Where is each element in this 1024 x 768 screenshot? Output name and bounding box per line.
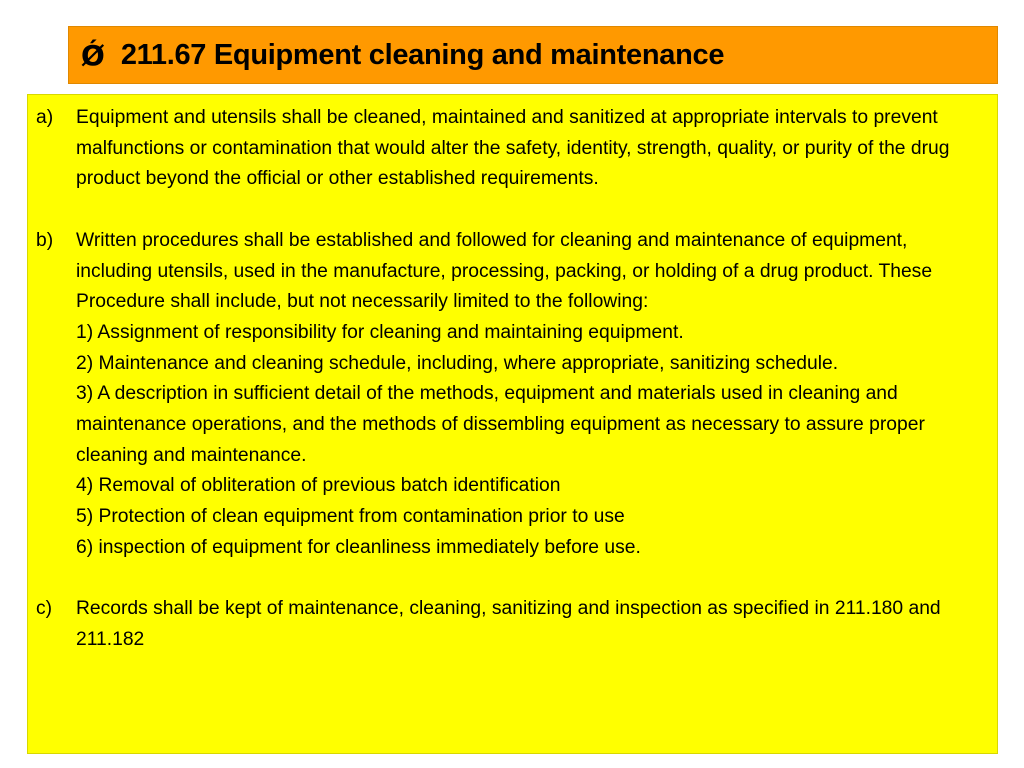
content-box	[27, 94, 998, 754]
list-item: 4) Removal of obliteration of previous batch identification	[76, 475, 561, 497]
paragraph-text: Written procedures shall be established and followed for cleaning and maintenance of equipment, including utensils, used in the manufacture, processing, packing, or holding of a drug product. These Procedure shall include, but not necessarily limited to the following:	[76, 229, 933, 313]
paragraph-label: c)	[36, 598, 53, 620]
list-item: 1) Assignment of responsibility for cleaning and maintaining equipment.	[76, 321, 684, 343]
list-item: 6) inspection of equipment for cleanliness immediately before use.	[76, 536, 641, 558]
paragraph-b	[36, 226, 987, 564]
paragraph-text: Equipment and utensils shall be cleaned, maintained and sanitized at appropriate intervals to prevent malfunctions or contamination that would alter the safety, identity, strength, quality, or purity of the drug product beyond the official or other established requirements.	[76, 107, 950, 190]
list-item: 5) Protection of clean equipment from contamination prior to use	[76, 506, 625, 528]
list-item: 3) A description in sufficient detail of the methods, equipment and materials used in cleaning and maintenance operations, and the methods of dissembling equipment as necessary to assure proper cleaning and maintenance.	[76, 383, 925, 466]
paragraph-body	[76, 226, 987, 564]
paragraph-a	[36, 103, 987, 195]
title-bullet-icon: Ǿ	[81, 38, 105, 72]
slide-title-bar	[68, 26, 998, 84]
paragraph-text: Records shall be kept of maintenance, cleaning, sanitizing and inspection as specified in 211.180 and 211.182	[76, 598, 941, 650]
slide-title: 211.67 Equipment cleaning and maintenance	[120, 38, 725, 71]
paragraph-label: b)	[36, 229, 54, 251]
paragraph-label: a)	[36, 107, 54, 128]
paragraph-c	[36, 594, 987, 655]
list-item: 2) Maintenance and cleaning schedule, including, where appropriate, sanitizing schedule.	[76, 352, 839, 374]
